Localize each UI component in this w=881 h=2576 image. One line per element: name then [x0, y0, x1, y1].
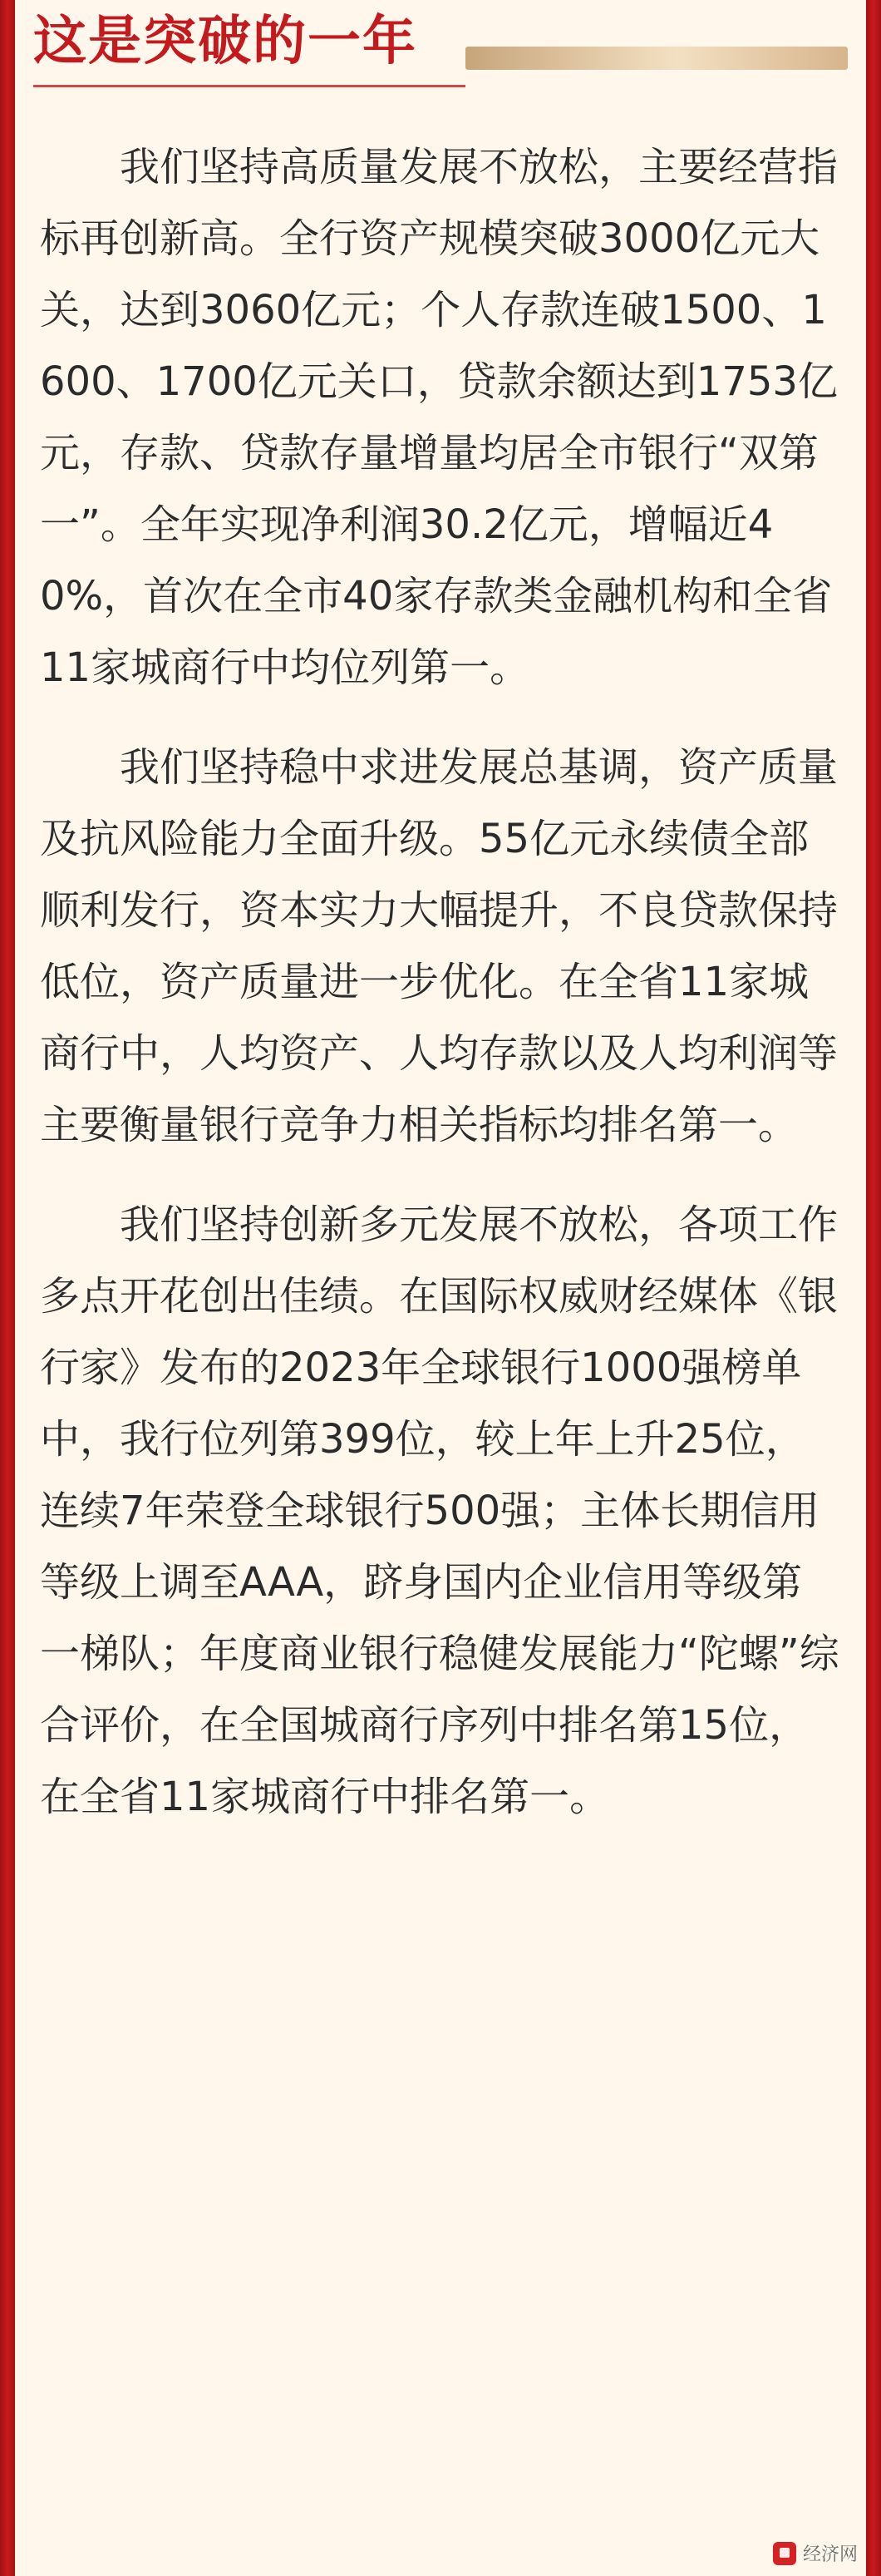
paragraph-2: 我们坚持稳中求进发展总基调，资产质量及抗风险能力全面升级。55亿元永续债全部顺利发行，资本实力大幅提升，不良贷款保持低位，资产质量进一步优化。在全省11家城商行中，人均资产、人均存款以及人均利润等主要衡量银行竞争力相关指标均排名第一。	[40, 744, 839, 1148]
section-header	[33, 8, 848, 88]
article-body	[40, 131, 841, 1833]
brand-logo-icon	[773, 2542, 796, 2565]
right-border	[866, 0, 881, 2576]
section-title: 这是突破的一年	[33, 11, 417, 72]
left-border	[0, 0, 15, 2576]
title-underline	[33, 85, 465, 87]
decorative-gold-bar	[465, 47, 848, 70]
watermark-text: 经济网	[802, 2544, 858, 2565]
paragraph-3: 我们坚持创新多元发展不放松，各项工作多点开花创出佳绩。在国际权威财经媒体《银行家》发布的2023年全球银行1000强榜单中，我行位列第399位，较上年上升25位，连续7年荣登全球银行500强；主体长期信用等级上调至AAA，跻身国内企业信用等级第一梯队；年度商业银行稳健发展能力“陀螺”综合评价，在全国城商行序列中排名第15位，在全省11家城商行中排名第一。	[40, 1202, 839, 1820]
watermark	[773, 2540, 858, 2566]
paragraph-1: 我们坚持高质量发展不放松，主要经营指标再创新高。全行资产规模突破3000亿元大关，达到3060亿元；个人存款连破1500、1600、1700亿元关口，贷款余额达到1753亿元，存款、贷款存量增量均居全市银行“双第一”。全年实现净利润30.2亿元，增幅近40%，首次在全市40家存款类金融机构和全省11家城商行中均位列第一。	[40, 144, 839, 691]
